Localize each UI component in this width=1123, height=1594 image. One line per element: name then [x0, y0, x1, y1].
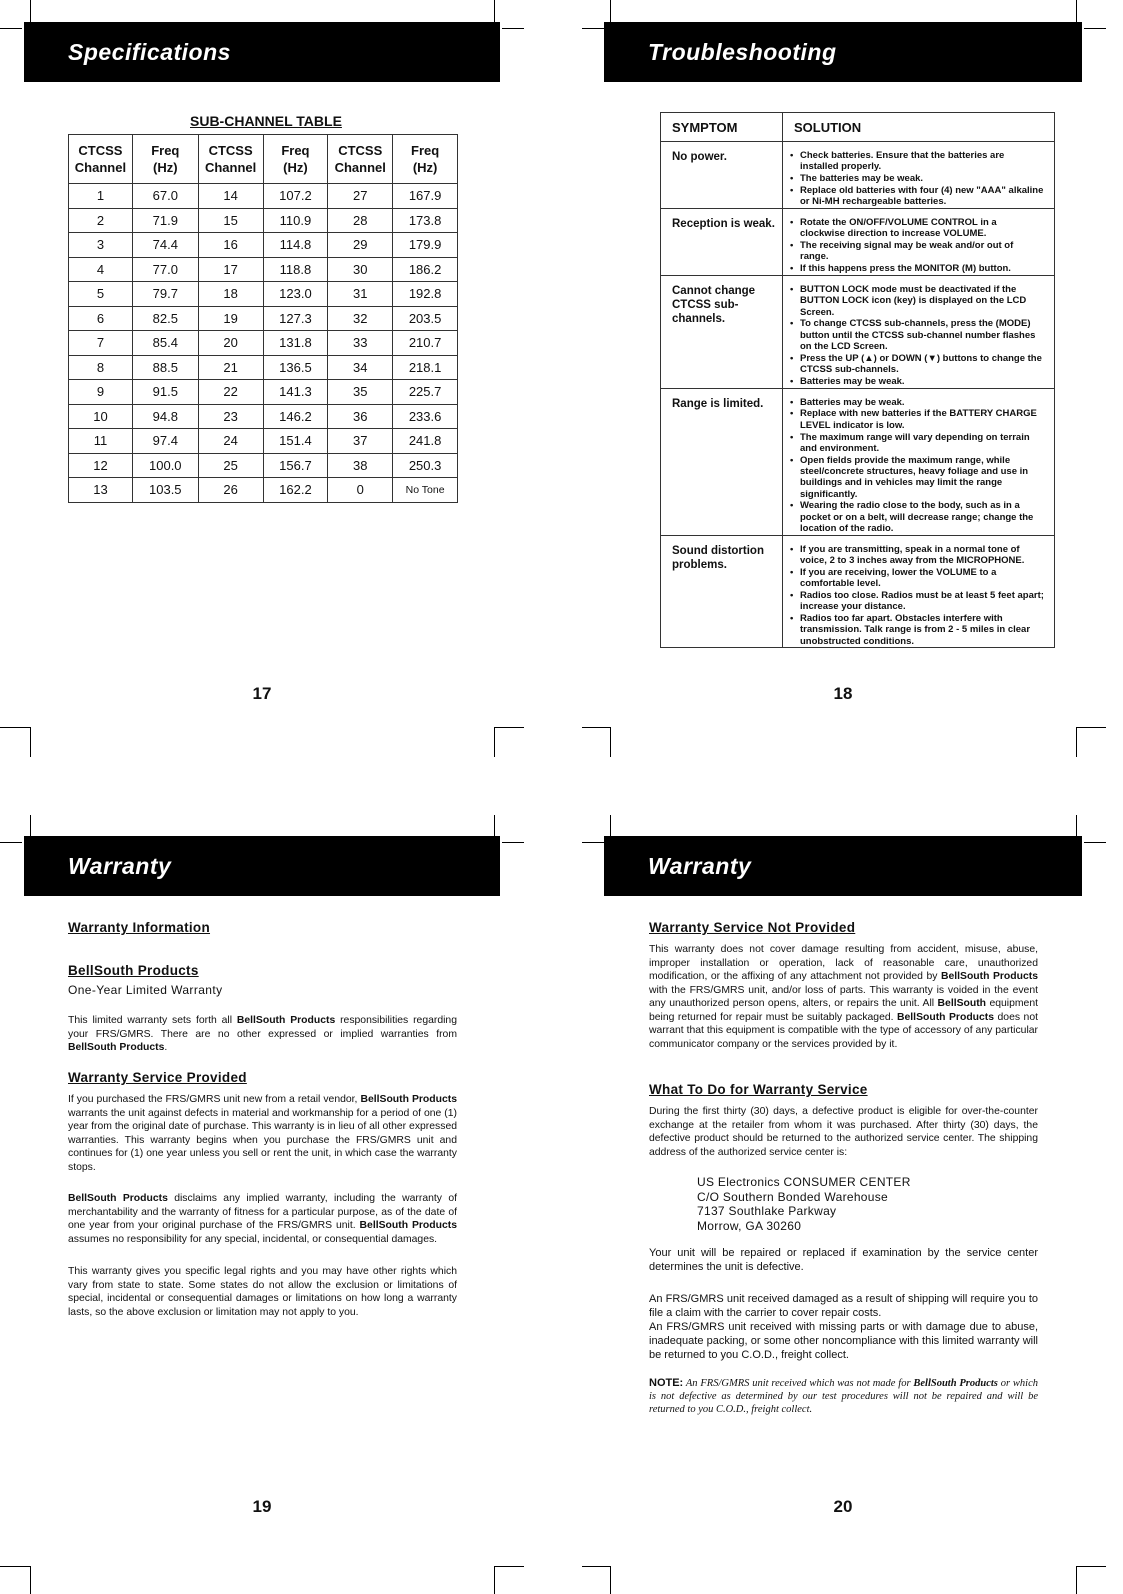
- symptom-cell: Range is limited.: [661, 388, 783, 535]
- table-header: Freq (Hz): [393, 135, 458, 184]
- table-cell: 123.0: [263, 282, 328, 307]
- troubleshooting-row: [661, 209, 1055, 276]
- table-cell: 13: [69, 478, 133, 503]
- table-cell: 21: [198, 355, 263, 380]
- table-cell: 233.6: [393, 404, 458, 429]
- table-row: [69, 208, 458, 233]
- symptom-cell: Reception is weak.: [661, 209, 783, 276]
- table-cell: 218.1: [393, 355, 458, 380]
- table-cell: 22: [198, 380, 263, 405]
- solution-item: • If you are transmitting, speak in a normal tone of voice, 2 to 3 inches away from the MICROPHONE.: [800, 544, 1044, 567]
- crop-mark: [30, 727, 31, 757]
- table-cell: 74.4: [132, 233, 198, 258]
- warranty-paragraph: An FRS/GMRS unit received damaged as a result of shipping will require you to file a claim with the carrier to cover repair costs.: [649, 1293, 1038, 1319]
- table-cell: 10: [69, 404, 133, 429]
- crop-mark: [0, 842, 22, 843]
- table-cell: 141.3: [263, 380, 328, 405]
- symptom-cell: Sound distortion problems.: [661, 535, 783, 648]
- page-number: 18: [833, 684, 853, 703]
- table-cell: 9: [69, 380, 133, 405]
- solution-list: [789, 284, 1044, 387]
- table-cell: 127.3: [263, 306, 328, 331]
- brand-text: BellSouth Products: [940, 971, 1038, 982]
- text-run: disclaims any implied warranty, including the warranty of merchantability and the warranty of fitness for a particular purpose, as of the date of one year from your original purchase of the FRS/GMRS unit.: [68, 1193, 457, 1231]
- text-run: with the FRS/GMRS unit, and/or loss of parts. This warranty is voided in the event any unauthorized person opens, alters, or repairs the unit. All: [649, 984, 1038, 1009]
- table-cell: 151.4: [263, 429, 328, 454]
- solution-item: • The maximum range will vary depending on terrain and environment.: [800, 432, 1044, 455]
- solution-item: • Check batteries. Ensure that the batteries are installed properly.: [800, 150, 1044, 173]
- crop-mark: [30, 0, 31, 22]
- crop-mark: [1076, 727, 1077, 757]
- page-title: Troubleshooting: [648, 39, 837, 65]
- table-header-row: [69, 135, 458, 184]
- table-cell: 71.9: [132, 208, 198, 233]
- crop-mark: [582, 727, 611, 728]
- table-cell: 7: [69, 331, 133, 356]
- page-title: Specifications: [68, 39, 231, 65]
- table-row: [69, 257, 458, 282]
- page-number: 19: [252, 1497, 272, 1516]
- table-cell: 6: [69, 306, 133, 331]
- crop-mark: [1076, 0, 1077, 22]
- crop-mark: [582, 842, 604, 843]
- table-row: [69, 331, 458, 356]
- symptom-header: SYMPTOM: [661, 113, 783, 142]
- table-cell: 30: [328, 257, 393, 282]
- troubleshooting-row: [661, 388, 1055, 535]
- table-row: [69, 478, 458, 503]
- table-cell: 38: [328, 453, 393, 478]
- table-cell: 67.0: [132, 184, 198, 209]
- solution-item: • Radios too close. Radios must be at least 5 feet apart; increase your distance.: [800, 590, 1044, 613]
- brand-text: BellSouth Products: [897, 1011, 995, 1023]
- table-cell: 186.2: [393, 257, 458, 282]
- warranty-service-provided-heading: Warranty Service Provided: [68, 1070, 247, 1085]
- table-cell: 131.8: [263, 331, 328, 356]
- note-label: NOTE:: [649, 1377, 684, 1389]
- crop-mark: [30, 1566, 31, 1594]
- solution-item: • Replace old batteries with four (4) new "AAA" alkaline or Ni-MH rechargeable batteries.: [800, 185, 1044, 208]
- page-title: Warranty: [648, 853, 752, 879]
- address-line: Morrow, GA 30260: [697, 1218, 802, 1233]
- page-title: Warranty: [68, 853, 172, 879]
- table-cell: 136.5: [263, 355, 328, 380]
- table-cell: 1: [69, 184, 133, 209]
- warranty-service-not-provided-heading: Warranty Service Not Provided: [649, 920, 856, 935]
- table-cell: 91.5: [132, 380, 198, 405]
- solution-cell: [783, 535, 1055, 648]
- crop-mark: [494, 727, 524, 728]
- crop-mark: [494, 727, 495, 757]
- brand-text: BellSouth Products: [359, 1220, 457, 1231]
- table-cell: 37: [328, 429, 393, 454]
- table-cell: 3: [69, 233, 133, 258]
- warranty-paragraph: [68, 1014, 457, 1055]
- brand-text: BellSouth Products: [68, 1042, 165, 1053]
- solution-item: • Open fields provide the maximum range, while steel/concrete structures, heavy foliage and use in buildings and in vehicles may limit the range significantly.: [800, 455, 1044, 500]
- crop-mark: [494, 1566, 495, 1594]
- text-run: An FRS/GMRS unit received which was not made for: [683, 1378, 914, 1389]
- page-number: 17: [252, 684, 272, 703]
- table-cell: 225.7: [393, 380, 458, 405]
- warranty-paragraph: An FRS/GMRS unit received with missing parts or with damage due to abuse, inadequate packing, or some other noncompliance with this limited warranty will be returned to you C.O.D., freight collect.: [649, 1321, 1038, 1361]
- table-row: [69, 282, 458, 307]
- brand-text: BellSouth Products: [913, 1378, 998, 1389]
- table-cell: 25: [198, 453, 263, 478]
- solution-cell: [783, 388, 1055, 535]
- table-cell: 114.8: [263, 233, 328, 258]
- crop-mark: [0, 727, 30, 728]
- sub-channel-table-title: SUB-CHANNEL TABLE: [190, 113, 342, 129]
- solution-item: • Rotate the ON/OFF/VOLUME CONTROL in a clockwise direction to increase VOLUME.: [800, 217, 1044, 240]
- table-row: [69, 184, 458, 209]
- table-cell: 210.7: [393, 331, 458, 356]
- page-number: 20: [833, 1497, 853, 1516]
- text-run: or which is not defective as determined by our test procedures will not be repaired and will be returned to you C.O.D., freight collect.: [649, 1378, 1038, 1415]
- solution-item: • Wearing the radio close to the body, such as in a pocket or on a belt, will decrease range; change the location of the radio.: [800, 500, 1044, 534]
- warranty-paragraph: [68, 1093, 457, 1174]
- crop-mark: [30, 815, 31, 837]
- crop-mark: [502, 842, 524, 843]
- address-line: US Electronics CONSUMER CENTER: [697, 1175, 911, 1189]
- table-cell: 2: [69, 208, 133, 233]
- table-row: [69, 306, 458, 331]
- solution-cell: [783, 142, 1055, 209]
- solution-list: [789, 544, 1044, 647]
- table-row: [69, 355, 458, 380]
- table-cell: 8: [69, 355, 133, 380]
- table-cell: 36: [328, 404, 393, 429]
- text-run: warrants the unit against defects in material and workmanship for a period of one (1) year from the original date of purchase. This warranty is in lieu of all other expressed warranties. This warranty begins when you purchase the FRS/GMRS unit and continues for (1) one year unless you sell or rent the unit, in which case the warranty stops.: [68, 1107, 457, 1173]
- table-cell: 88.5: [132, 355, 198, 380]
- symptom-cell: No power.: [661, 142, 783, 209]
- table-cell: 35: [328, 380, 393, 405]
- table-cell: 16: [198, 233, 263, 258]
- sub-channel-table-body: [69, 184, 458, 503]
- troubleshooting-row: [661, 535, 1055, 648]
- table-cell: 18: [198, 282, 263, 307]
- table-row: [69, 380, 458, 405]
- address-line: 7137 Southlake Parkway: [697, 1204, 837, 1218]
- solution-item: • The batteries may be weak.: [800, 173, 1044, 184]
- table-row: [69, 404, 458, 429]
- table-cell: 17: [198, 257, 263, 282]
- table-cell: 0: [328, 478, 393, 503]
- table-cell: 79.7: [132, 282, 198, 307]
- table-cell: 19: [198, 306, 263, 331]
- table-header: CTCSS Channel: [69, 135, 133, 184]
- crop-mark: [494, 815, 495, 837]
- crop-mark: [0, 28, 22, 29]
- crop-mark: [1084, 842, 1106, 843]
- table-cell: 179.9: [393, 233, 458, 258]
- table-cell: 156.7: [263, 453, 328, 478]
- table-cell: 24: [198, 429, 263, 454]
- table-cell: 203.5: [393, 306, 458, 331]
- table-cell: 110.9: [263, 208, 328, 233]
- one-year-warranty-subheading: One-Year Limited Warranty: [68, 983, 223, 997]
- warranty-paragraph: During the first thirty (30) days, a defective product is eligible for over-the-counter exchange at the retailer from whom it was purchased. After thirty (30) days, the defective product should be returned to the authorized service center. The shipping address of the authorized service center is:: [649, 1106, 1038, 1158]
- warranty-header: [24, 836, 500, 896]
- table-header: CTCSS Channel: [328, 135, 393, 184]
- table-cell: 118.8: [263, 257, 328, 282]
- crop-mark: [1076, 1566, 1106, 1567]
- table-cell: 173.8: [393, 208, 458, 233]
- crop-mark: [610, 1566, 611, 1594]
- brand-text: BellSouth: [937, 998, 987, 1009]
- table-cell: 82.5: [132, 306, 198, 331]
- crop-mark: [610, 727, 611, 757]
- table-cell: 28: [328, 208, 393, 233]
- solution-header: SOLUTION: [783, 113, 1055, 142]
- solution-list: [789, 397, 1044, 535]
- warranty-note: [649, 1377, 1038, 1416]
- table-cell: 85.4: [132, 331, 198, 356]
- address-line: C/O Southern Bonded Warehouse: [697, 1189, 889, 1204]
- text-run: .: [164, 1042, 168, 1053]
- solution-cell: [783, 276, 1055, 389]
- table-cell: 107.2: [263, 184, 328, 209]
- text-run: This limited warranty sets forth all: [68, 1015, 237, 1026]
- solution-item: • To change CTCSS sub-channels, press the (MODE) button until the CTCSS sub-channel number flashes on the LCD Screen.: [800, 318, 1044, 352]
- warranty-header: [604, 836, 1082, 896]
- table-cell: 192.8: [393, 282, 458, 307]
- specifications-header: [24, 22, 500, 82]
- text-run: assumes no responsibility for any special, incidental, or consequential damages.: [68, 1233, 438, 1245]
- warranty-paragraph: Your unit will be repaired or replaced if examination by the service center determines the unit is defective.: [649, 1247, 1038, 1273]
- table-row: [69, 429, 458, 454]
- table-cell: 23: [198, 404, 263, 429]
- table-cell: 103.5: [132, 478, 198, 503]
- table-header: Freq (Hz): [132, 135, 198, 184]
- crop-mark: [502, 28, 524, 29]
- table-cell: 31: [328, 282, 393, 307]
- text-run: responsibilities regarding your FRS/GMRS. There are no other expressed or implied warranties from: [68, 1015, 457, 1040]
- solution-list: [789, 150, 1044, 207]
- table-cell: 146.2: [263, 404, 328, 429]
- table-cell: 77.0: [132, 257, 198, 282]
- table-cell: 100.0: [132, 453, 198, 478]
- table-cell: 14: [198, 184, 263, 209]
- troubleshooting-row: [661, 276, 1055, 389]
- table-cell: 34: [328, 355, 393, 380]
- bellsouth-products-heading: BellSouth Products: [68, 963, 199, 978]
- text-run: If you purchased the FRS/GMRS unit new from a retail vendor,: [68, 1094, 361, 1105]
- solution-item: • BUTTON LOCK mode must be deactivated if the BUTTON LOCK icon (key) is displayed on the LCD Screen.: [800, 284, 1044, 318]
- crop-mark: [610, 0, 611, 22]
- table-cell: 26: [198, 478, 263, 503]
- table-cell: 162.2: [263, 478, 328, 503]
- table-cell: 12: [69, 453, 133, 478]
- table-cell: 97.4: [132, 429, 198, 454]
- table-cell: 250.3: [393, 453, 458, 478]
- troubleshooting-header: [604, 22, 1082, 82]
- symptom-cell: Cannot change CTCSS sub-channels.: [661, 276, 783, 389]
- brand-text: BellSouth Products: [68, 1193, 168, 1204]
- table-cell: 94.8: [132, 404, 198, 429]
- warranty-paragraph: This warranty gives you specific legal rights and you may have other rights which vary from state to state. Some states do not allow the exclusion or limitations of special, incidental or consequential damages or limitations on how long a warranty lasts, so the above exclusion or limitation may not apply to you.: [68, 1266, 457, 1318]
- crop-mark: [1076, 815, 1077, 837]
- solution-item: • Batteries may be weak.: [800, 376, 1044, 387]
- table-cell: 11: [69, 429, 133, 454]
- sub-channel-table: [68, 134, 458, 503]
- crop-mark: [582, 28, 604, 29]
- crop-mark: [494, 0, 495, 22]
- solution-item: • If you are receiving, lower the VOLUME to a comfortable level.: [800, 567, 1044, 590]
- table-cell: 241.8: [393, 429, 458, 454]
- table-cell: No Tone: [393, 478, 458, 503]
- table-header: Freq (Hz): [263, 135, 328, 184]
- brand-text: BellSouth Products: [236, 1015, 336, 1026]
- warranty-paragraph: [68, 1192, 457, 1246]
- table-cell: 20: [198, 331, 263, 356]
- table-cell: 5: [69, 282, 133, 307]
- table-cell: 33: [328, 331, 393, 356]
- table-row: [69, 233, 458, 258]
- solution-item: • Radios too far apart. Obstacles interfere with transmission. Talk range is from 2 - 5 miles in clear unobstructed conditions.: [800, 613, 1044, 647]
- text-run: This warranty does not cover damage resulting from accident, misuse, abuse, improper installation or operation, lack of reasonable care, unauthorized modification, or the affixing of any attachment not provided by: [649, 944, 1038, 982]
- solution-item: • Press the UP (▲) or DOWN (▼) buttons to change the CTCSS sub-channels.: [800, 353, 1044, 376]
- warranty-paragraph: [649, 943, 1038, 1051]
- table-cell: 4: [69, 257, 133, 282]
- crop-mark: [0, 1566, 30, 1567]
- troubleshooting-table: [660, 112, 1055, 648]
- text-run: does not warrant that this equipment is compatible with the type of accessory of any particular communicator company or the services provided by it.: [649, 1011, 1038, 1050]
- solution-list: [789, 217, 1044, 274]
- crop-mark: [582, 1566, 611, 1567]
- troubleshooting-table-body: [661, 142, 1055, 648]
- crop-mark: [1076, 1566, 1077, 1594]
- crop-mark: [1084, 28, 1106, 29]
- table-row: [69, 453, 458, 478]
- what-to-do-heading: What To Do for Warranty Service: [649, 1082, 868, 1097]
- table-cell: 32: [328, 306, 393, 331]
- crop-mark: [610, 815, 611, 837]
- service-center-address: [697, 1175, 911, 1233]
- table-cell: 29: [328, 233, 393, 258]
- table-cell: 27: [328, 184, 393, 209]
- table-header: CTCSS Channel: [198, 135, 263, 184]
- brand-text: BellSouth Products: [360, 1094, 457, 1105]
- text-run: equipment being returned for repair must be suitably packaged.: [649, 998, 1038, 1023]
- solution-item: • Batteries may be weak.: [800, 397, 1044, 408]
- table-header-row: [661, 113, 1055, 142]
- crop-mark: [1076, 727, 1106, 728]
- solution-cell: [783, 209, 1055, 276]
- solution-item: • The receiving signal may be weak and/or out of range.: [800, 240, 1044, 263]
- warranty-information-heading: Warranty Information: [68, 920, 211, 935]
- table-cell: 167.9: [393, 184, 458, 209]
- table-cell: 15: [198, 208, 263, 233]
- solution-item: • If this happens press the MONITOR (M) button.: [800, 263, 1044, 274]
- troubleshooting-row: [661, 142, 1055, 209]
- solution-item: • Replace with new batteries if the BATTERY CHARGE LEVEL indicator is low.: [800, 408, 1044, 431]
- crop-mark: [494, 1566, 524, 1567]
